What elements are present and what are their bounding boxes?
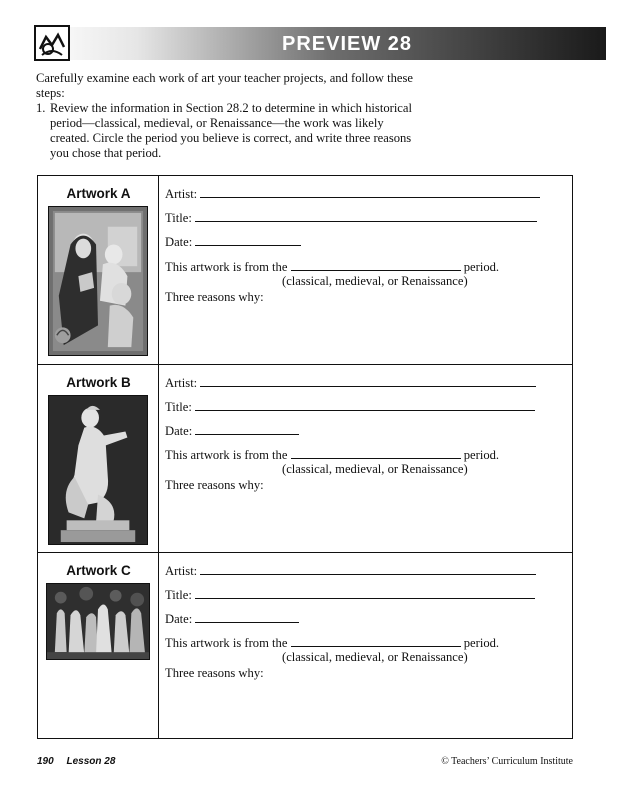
period-prefix: This artwork is from the	[165, 260, 288, 274]
period-suffix: period.	[463, 260, 500, 274]
artwork-answer-area	[159, 176, 572, 364]
date-blank[interactable]	[195, 423, 299, 435]
period-suffix: period.	[463, 636, 500, 650]
lesson-label: Lesson 28	[66, 756, 116, 767]
artwork-cell	[38, 365, 159, 552]
artist-blank[interactable]	[200, 375, 536, 387]
artist-blank[interactable]	[200, 186, 540, 198]
title-label: Title:	[165, 211, 192, 225]
step-text: Review the information in Section 28.2 to determine in which historical period—classical, medieval, or Renaissance—the work was likely created. Circle the period you believe is correct, and write three reasons you chose that period.	[50, 101, 412, 160]
copyright-notice: © Teachers’ Curriculum Institute	[441, 756, 573, 767]
reasons-label: Three reasons why:	[165, 290, 264, 304]
artist-label: Artist:	[165, 376, 198, 390]
artwork-label: Artwork C	[66, 563, 131, 578]
period-options: (classical, medieval, or Renaissance)	[282, 274, 468, 288]
title-field[interactable]	[165, 210, 537, 226]
artwork-label: Artwork B	[66, 375, 131, 390]
artwork-answer-area	[159, 553, 572, 739]
period-options: (classical, medieval, or Renaissance)	[282, 462, 468, 476]
artist-label: Artist:	[165, 187, 198, 201]
crouching-venus-statue-image	[48, 395, 148, 545]
date-label: Date:	[165, 424, 193, 438]
footer-page-info	[37, 756, 115, 767]
artwork-label: Artwork A	[66, 186, 131, 201]
page-number: 190	[37, 756, 54, 767]
artist-field[interactable]	[165, 375, 536, 391]
step-number: 1.	[36, 101, 46, 115]
artwork-worksheet-table	[37, 175, 573, 739]
artwork-row-b	[38, 364, 572, 552]
reasons-label: Three reasons why:	[165, 666, 264, 680]
period-prefix: This artwork is from the	[165, 636, 288, 650]
title-field[interactable]	[165, 587, 535, 603]
period-field[interactable]	[165, 447, 499, 463]
instructions-lead: Carefully examine each work of art your teacher projects, and follow these steps:	[36, 71, 413, 100]
date-field[interactable]	[165, 611, 299, 627]
artwork-cell	[38, 553, 159, 739]
date-label: Date:	[165, 235, 193, 249]
artist-field[interactable]	[165, 563, 536, 579]
madonna-and-child-painting-image	[48, 206, 148, 356]
period-blank[interactable]	[291, 447, 461, 459]
title-blank[interactable]	[195, 587, 535, 599]
artwork-row-c	[38, 552, 572, 739]
title-blank[interactable]	[195, 399, 535, 411]
date-field[interactable]	[165, 234, 301, 250]
tci-logo-icon	[34, 25, 70, 61]
title-label: Title:	[165, 588, 192, 602]
title-label: Title:	[165, 400, 192, 414]
artwork-answer-area	[159, 365, 572, 552]
period-prefix: This artwork is from the	[165, 448, 288, 462]
artist-blank[interactable]	[200, 563, 536, 575]
artist-field[interactable]	[165, 186, 540, 202]
period-suffix: period.	[463, 448, 500, 462]
artwork-row-a	[38, 176, 572, 364]
period-blank[interactable]	[291, 259, 461, 271]
artwork-cell	[38, 176, 159, 364]
primavera-painting-image	[46, 583, 150, 660]
date-blank[interactable]	[195, 234, 301, 246]
date-label: Date:	[165, 612, 193, 626]
title-blank[interactable]	[195, 210, 537, 222]
period-field[interactable]	[165, 259, 499, 275]
title-field[interactable]	[165, 399, 535, 415]
date-blank[interactable]	[195, 611, 299, 623]
period-options: (classical, medieval, or Renaissance)	[282, 650, 468, 664]
artist-label: Artist:	[165, 564, 198, 578]
date-field[interactable]	[165, 423, 299, 439]
page-title: PREVIEW 28	[282, 33, 413, 55]
period-blank[interactable]	[291, 635, 461, 647]
period-field[interactable]	[165, 635, 499, 651]
instruction-step	[36, 101, 416, 161]
instructions	[36, 71, 416, 161]
reasons-label: Three reasons why:	[165, 478, 264, 492]
